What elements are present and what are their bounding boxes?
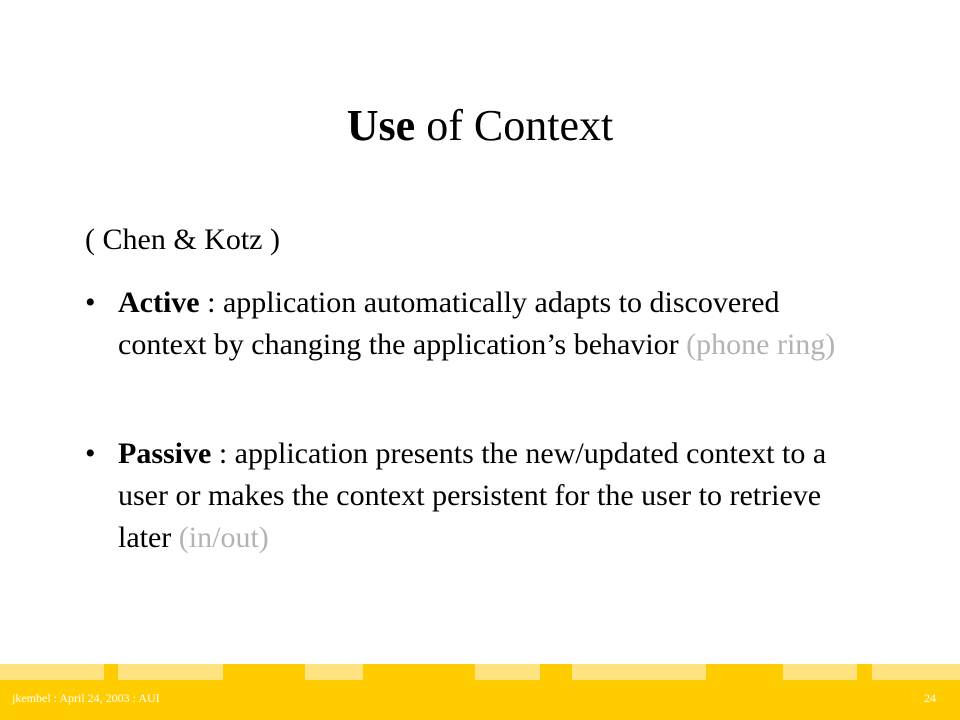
footer-strip-segment	[0, 664, 104, 680]
bullet-term: Active	[118, 286, 200, 319]
footer-strip-segment	[572, 664, 706, 680]
bullet-text: : application presents the new/updated context to a user or makes the context persistent for the user to retrieve later	[118, 437, 827, 554]
slide-title-bold: Use	[346, 101, 416, 150]
bullet-body	[118, 282, 865, 366]
footer-strip-segment	[118, 664, 223, 680]
footer-strip-segment	[475, 664, 540, 680]
footer-strip-segment	[783, 664, 857, 680]
footer-text: jkembel : April 24, 2003 : AUI	[12, 691, 160, 705]
footer-strip-segment	[305, 664, 363, 680]
bullet-marker: •	[85, 437, 96, 470]
bullet-text: : application automatically adapts to discovered context by changing the application’s behavior	[118, 286, 780, 361]
page-number: 24	[924, 691, 936, 705]
bullet-note: (in/out)	[178, 521, 269, 554]
bullet-term: Passive	[118, 437, 212, 470]
slide-title	[0, 98, 960, 154]
bullet-marker: •	[85, 286, 96, 319]
bullet-passive	[85, 433, 865, 559]
slide-subtitle: ( Chen & Kotz )	[85, 223, 280, 256]
footer-strip-segment	[872, 664, 960, 680]
bullet-note: (phone ring)	[686, 328, 836, 361]
bullet-active	[85, 282, 865, 366]
bullet-body	[118, 433, 865, 559]
slide-title-rest: of Context	[415, 101, 614, 150]
footer-bar	[0, 664, 960, 720]
